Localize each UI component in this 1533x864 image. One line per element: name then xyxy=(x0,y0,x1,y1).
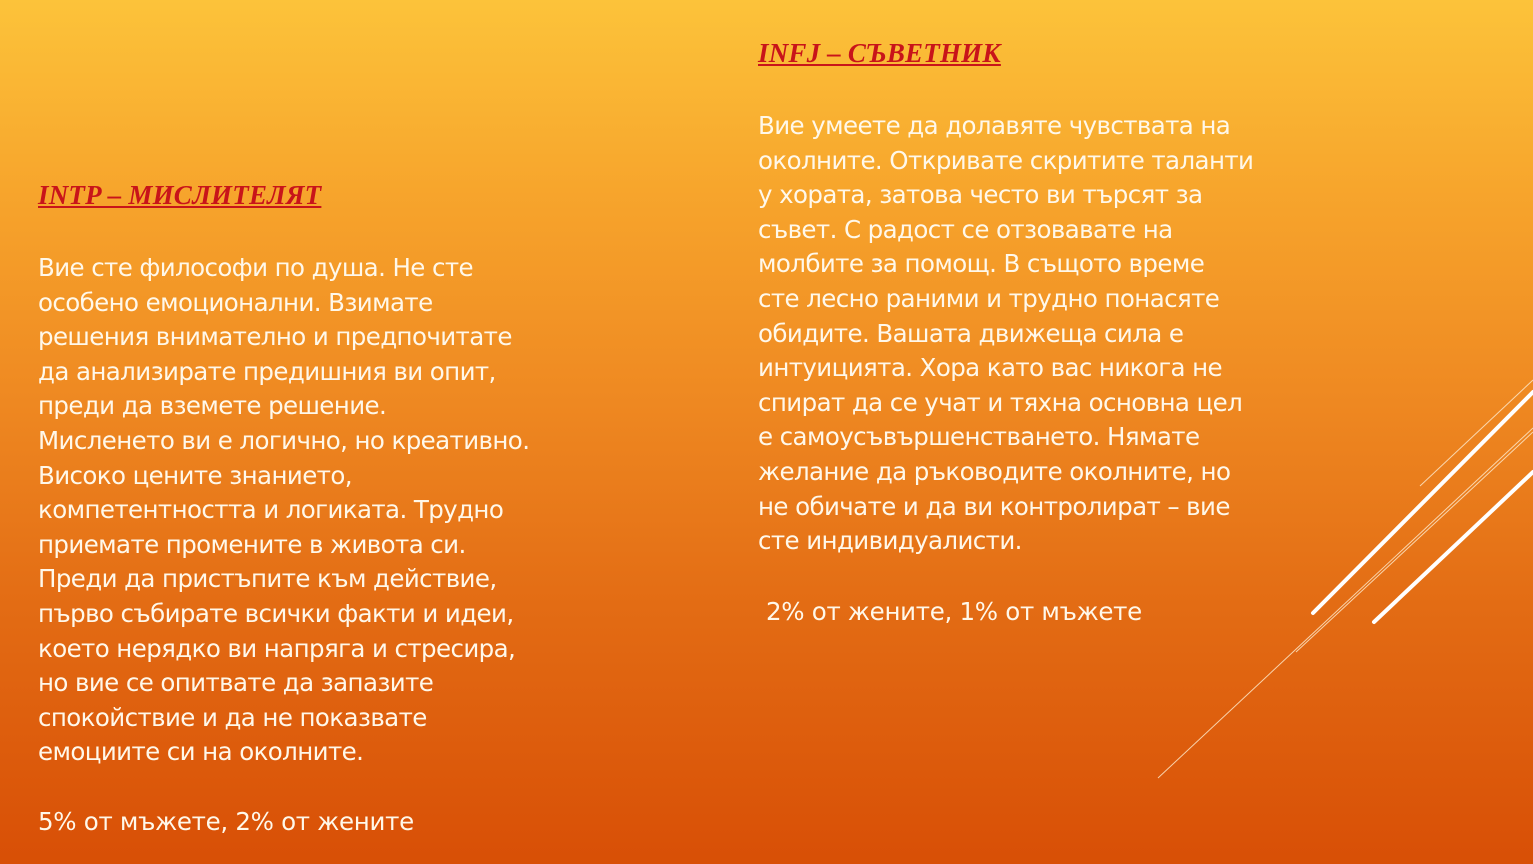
deco-line-thin-upper xyxy=(1420,380,1533,486)
infj-line: околните. Откривате скритите таланти xyxy=(758,145,1254,175)
intp-line: но вие се опитвате да запазите xyxy=(38,668,434,698)
intp-line: Вие сте философи по душа. Не сте xyxy=(38,253,473,282)
infj-line: сте лесно раними и трудно понасяте xyxy=(758,283,1220,313)
intp-line: особено емоционални. Взимате xyxy=(38,287,433,317)
intp-line: спокойствие и да не показвате xyxy=(38,702,427,732)
infj-line: спират да се учат и тяхна основна цел xyxy=(758,387,1243,417)
intp-line: компетентността и логиката. Трудно xyxy=(38,495,504,525)
intp-line: Мисленето ви е логично, но креативно. xyxy=(38,425,530,455)
intp-heading: INTP – МИСЛИТЕЛЯТ xyxy=(38,180,322,210)
intp-section xyxy=(38,178,638,839)
infj-line: съвет. С радост се отзовавате на xyxy=(758,214,1173,244)
intp-line: да анализирате предишния ви опит, xyxy=(38,356,496,386)
intp-line: решения внимателно и предпочитате xyxy=(38,322,512,352)
intp-line: приемате промените в живота си. xyxy=(38,529,466,559)
intp-line: преди да вземете решение. xyxy=(38,391,387,421)
intp-line: първо събирате всички факти и идеи, xyxy=(38,598,514,628)
intp-line: което нерядко ви напряга и стресира, xyxy=(38,633,516,663)
infj-line: сте индивидуалисти. xyxy=(758,526,1022,556)
intp-line: емоциите си на околните. xyxy=(38,737,364,767)
intp-line: Преди да пристъпите към действие, xyxy=(38,564,497,594)
infj-line: у хората, затова често ви търсят за xyxy=(758,180,1203,210)
infj-line: интуицията. Хора като вас никога не xyxy=(758,353,1223,383)
infj-statistic: 2% от жените, 1% от мъжете xyxy=(766,596,1142,626)
infj-line: молбите за помощ. В същото време xyxy=(758,249,1205,279)
infj-section xyxy=(758,36,1358,629)
infj-line: не обичате и да ви контролират – вие xyxy=(758,491,1230,521)
infj-line: Вие умеете да долавяте чувствата на xyxy=(758,111,1231,140)
infj-line: е самоусъвършенстването. Нямате xyxy=(758,422,1200,452)
intp-statistic: 5% от мъжете, 2% от жените xyxy=(38,806,414,836)
intp-description xyxy=(38,251,638,770)
intp-line: Високо цените знанието, xyxy=(38,460,352,490)
infj-heading: INFJ – СЪВЕТНИК xyxy=(758,38,1001,68)
infj-description xyxy=(758,109,1358,559)
infj-line: обидите. Вашата движеща сила е xyxy=(758,318,1184,348)
infj-line: желание да ръководите околните, но xyxy=(758,456,1231,486)
deco-line-thick-2 xyxy=(1374,472,1533,622)
